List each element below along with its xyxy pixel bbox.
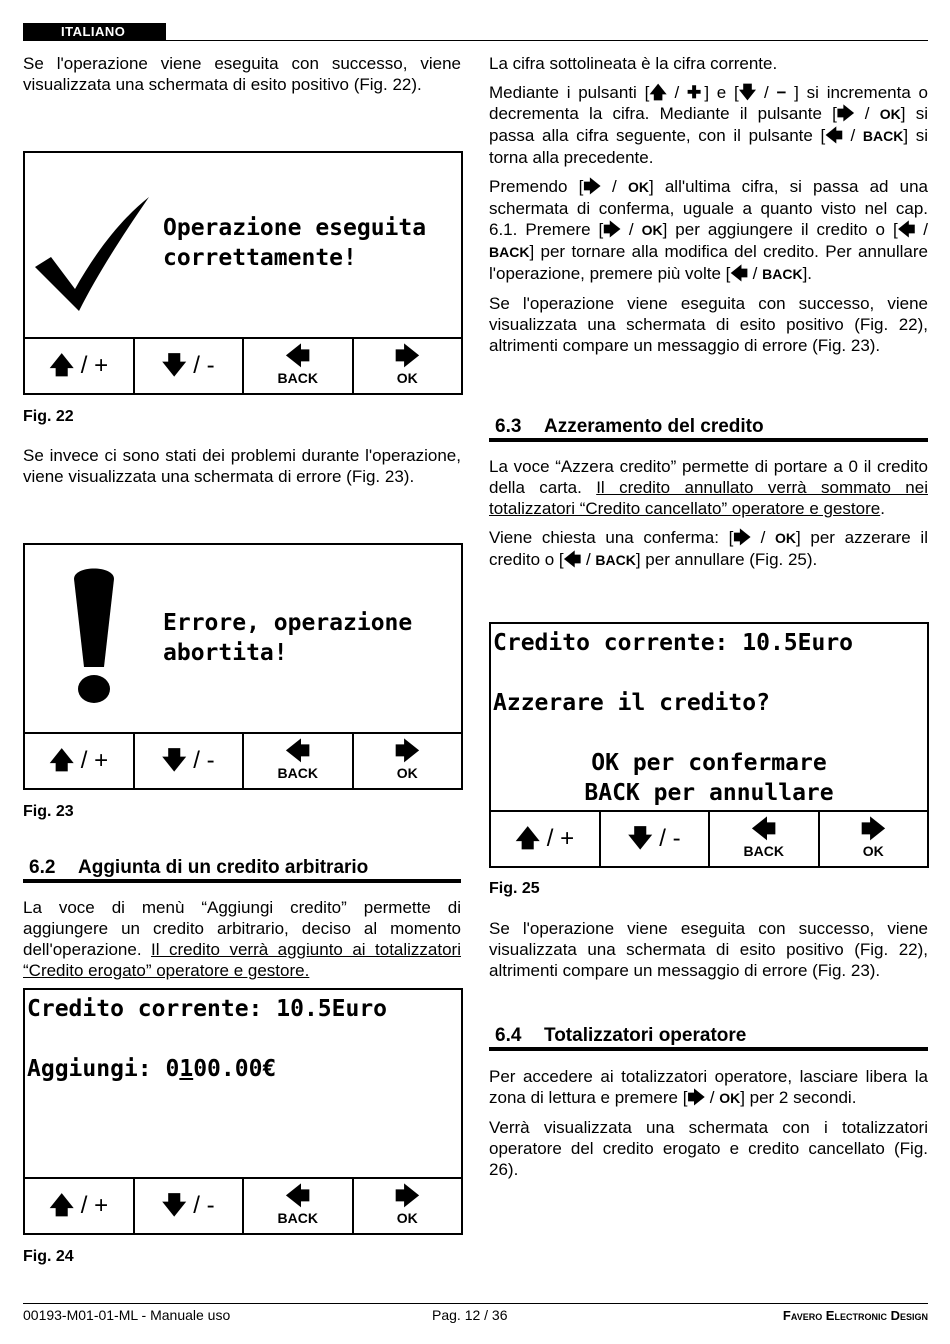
footer-brand: Favero Electronic Design [782, 1308, 928, 1323]
fig24-current-credit: Credito corrente: 10.5Euro [27, 996, 388, 1022]
exclamation-icon [71, 567, 117, 707]
arrow-up-icon: 🡅 [515, 825, 541, 852]
arrow-left-icon: 🡄 [285, 343, 311, 370]
fig22-screen [23, 151, 463, 395]
fig23-button-row [25, 732, 461, 788]
left-intro: Se l'operazione viene eseguita con successo, viene visualizzata una schermata di esito positivo (Fig. 22). [23, 54, 461, 94]
up-plus-button[interactable]: 🡅 / + [25, 1179, 135, 1233]
back-button[interactable]: 🡄 BACK [244, 734, 354, 788]
down-minus-button[interactable]: 🡇 / - [601, 812, 711, 866]
language-label: ITALIANO [23, 23, 166, 40]
footer-rule [23, 1303, 928, 1304]
arrow-left-icon: 🡄 [751, 816, 777, 843]
fig25-question: Azzerare il credito? [493, 690, 770, 716]
arrow-right-icon: 🡆 [394, 738, 420, 765]
ok-button[interactable]: 🡆 OK [394, 738, 420, 781]
fig25-instructions: OK per confermare BACK per annullare [584, 750, 834, 806]
fig25-caption: Fig. 25 [489, 880, 540, 897]
ok-button[interactable]: 🡆 OK [860, 816, 886, 859]
fig24-button-row [25, 1177, 461, 1233]
arrow-left-icon: 🡄 [897, 220, 916, 239]
arrow-up-icon: 🡅 [649, 83, 667, 102]
arrow-down-icon: 🡇 [627, 825, 653, 852]
section-6-2-heading: 6.2 Aggiunta di un credito arbitrario [23, 857, 461, 883]
fig23-screen [23, 543, 463, 790]
arrow-right-icon: 🡆 [860, 816, 886, 843]
arrow-right-icon: 🡆 [394, 343, 420, 370]
arrow-left-icon: 🡄 [285, 1183, 311, 1210]
down-minus-button[interactable]: 🡇 / - [135, 734, 245, 788]
plus-icon: ✚ [687, 83, 705, 102]
right-text-block: La cifra sottolineata è la cifra corrente. Mediante i pulsanti [🡅 / ✚] e [🡇 / − ] si incrementa o decrementa la cifra. Mediante il pulsante [🡆 / OK] si passa alla cifra seguente, con il pulsante [🡄 / BACK] si torna alla precedente. Premendo [🡆 / OK] all'ultima cifra, si passa ad una schermata di conferma, uguale a quanto visto nel cap. 6.1. Premere [🡆 / OK] per aggiungere il credito o [🡄 / BACK] per tornare alla modifica del credito. Per annullare l'operazione, premere più volte [🡄 / BACK]. Se l'operazione viene eseguita con successo, viene visualizzata una schermata di esito positivo (Fig. 22), altrimenti compare un messaggio di errore (Fig. 23). [489, 54, 929, 355]
fig25-screen [489, 622, 929, 868]
footer-page-number: Pag. 12 / 36 [432, 1307, 508, 1323]
minus-icon: − [776, 83, 787, 102]
fig24-screen [23, 988, 463, 1235]
section-6-4-heading: 6.4 Totalizzatori operatore [489, 1025, 928, 1051]
section-6-2-text: La voce di menù “Aggiungi credito” permette di aggiungere un credito arbitrario, deciso al momento dell'operazione. Il credito verrà aggiunto ai totalizzatori “Credito erogato” operatore e gestore. [23, 898, 461, 980]
header-rule [23, 40, 928, 41]
footer-doc-code: 00193-M01-01-ML - Manuale uso [23, 1307, 231, 1323]
up-plus-button[interactable]: 🡅 / + [491, 812, 601, 866]
arrow-down-icon: 🡇 [161, 352, 187, 379]
arrow-left-icon: 🡄 [563, 550, 582, 569]
arrow-up-icon: 🡅 [49, 352, 75, 379]
back-button[interactable]: 🡄 BACK [244, 1179, 354, 1233]
arrow-left-icon: 🡄 [285, 738, 311, 765]
arrow-right-icon: 🡆 [583, 177, 601, 196]
back-button[interactable]: 🡄 BACK [244, 339, 354, 393]
arrow-right-icon: 🡆 [603, 220, 621, 239]
ok-button[interactable]: 🡆 OK [394, 343, 420, 386]
fig23-caption: Fig. 23 [23, 803, 74, 820]
checkmark-icon [33, 193, 151, 313]
arrow-right-icon: 🡆 [394, 1183, 420, 1210]
arrow-up-icon: 🡅 [49, 1192, 75, 1219]
up-plus-button[interactable]: 🡅 / + [25, 339, 135, 393]
arrow-right-icon: 🡆 [733, 528, 751, 547]
fig25-current-credit: Credito corrente: 10.5Euro [493, 630, 854, 656]
fig25-button-row [491, 810, 927, 866]
arrow-up-icon: 🡅 [49, 747, 75, 774]
arrow-down-icon: 🡇 [161, 747, 187, 774]
arrow-left-icon: 🡄 [825, 126, 843, 145]
back-button[interactable]: 🡄 BACK [710, 812, 820, 866]
down-minus-button[interactable]: 🡇 / - [135, 1179, 245, 1233]
arrow-left-icon: 🡄 [730, 264, 748, 283]
arrow-down-icon: 🡇 [738, 83, 757, 102]
fig22-caption: Fig. 22 [23, 408, 74, 425]
arrow-right-icon: 🡆 [687, 1088, 706, 1107]
arrow-right-icon: 🡆 [836, 104, 855, 123]
section-6-4-text: Per accedere ai totalizzatori operatore, lasciare libera la zona di lettura e premere [🡆 / OK] per 2 secondi. Verrà visualizzata una schermata con i totalizzatori operatore del credito erogato e credito cancellato (Fig. 26). [489, 1067, 928, 1179]
down-minus-button[interactable]: 🡇 / - [135, 339, 245, 393]
ok-button[interactable]: 🡆 OK [394, 1183, 420, 1226]
fig22-button-row [25, 337, 461, 393]
arrow-down-icon: 🡇 [161, 1192, 187, 1219]
fig23-message: Errore, operazione abortita! [163, 610, 413, 666]
section-6-3-text: La voce “Azzera credito” permette di portare a 0 il credito della carta. Il credito annullato verrà sommato nei totalizzatori “Credito cancellato” operatore e gestore. Viene chiesta una conferma: [🡆 / OK] per azzerare il credito o [🡄 / BACK] per annullare (Fig. 25). [489, 457, 928, 569]
section-6-3-heading: 6.3 Azzeramento del credito [489, 416, 928, 442]
fig22-message: Operazione eseguita correttamente! [163, 215, 427, 271]
fig24-add-value: Aggiungi: 0100.00€ [27, 1056, 277, 1082]
right-result-text: Se l'operazione viene eseguita con successo, viene visualizzata una schermata di esito positivo (Fig. 22), altrimenti compare un messaggio di errore (Fig. 23). [489, 919, 928, 980]
left-error-text: Se invece ci sono stati dei problemi durante l'operazione, viene visualizzata una schermata di errore (Fig. 23). [23, 446, 461, 486]
up-plus-button[interactable]: 🡅 / + [25, 734, 135, 788]
fig24-caption: Fig. 24 [23, 1248, 74, 1265]
